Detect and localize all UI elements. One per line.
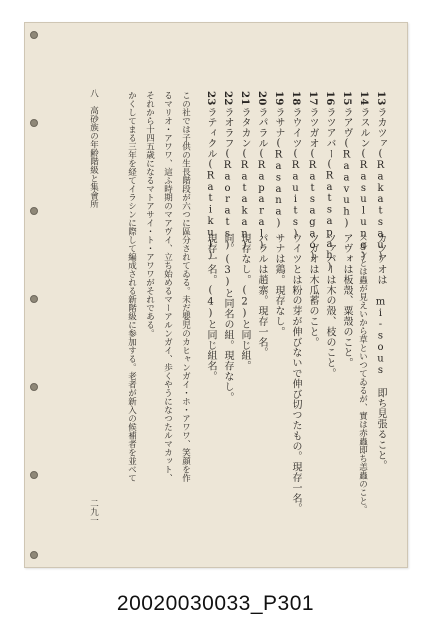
binding-hole <box>30 551 38 559</box>
entry-number: 22 <box>222 91 233 106</box>
entry-description: 現存一名。(4)と同じ組名。 <box>205 233 216 382</box>
archive-id-caption: 20020030033_P301 <box>116 592 315 615</box>
entry-name: ラティクル(Ratikul) <box>205 107 216 262</box>
entry-name: ラサナ(Rasana) <box>273 107 284 230</box>
body-line: かくしてまる三年を経てイラシンに際して編成される新階級に参加する。老者が新入の候補者を並べて <box>126 91 137 482</box>
document-page <box>24 22 408 568</box>
entry-number: 19 <box>273 91 284 106</box>
body-line: るマリオ・アワワ、這ふ時期のマアヴイ、立ち始めるマーアルンガイ、歩くやうになつたルマカット、 <box>162 91 173 482</box>
binding-hole <box>30 207 38 215</box>
entry-description: 現存なし。(2)と同じ組。 <box>239 233 250 372</box>
entry-name: ラウイツ(Rauits) <box>290 107 301 240</box>
binding-hole <box>30 31 38 39</box>
entry-number: 17 <box>307 91 318 106</box>
body-line: それから十四五歳になるマトアサイ・ト・アワワがそれである。 <box>144 91 155 338</box>
entry-number: 20 <box>256 91 267 106</box>
entry-number: 14 <box>358 91 369 106</box>
entry-name: ラツアバー(Ratsapah) <box>324 107 335 273</box>
binding-hole <box>30 383 38 391</box>
entry-number: 21 <box>239 91 250 106</box>
binding-hole <box>30 295 38 303</box>
entry-name: ラタカン(Ratakan) <box>239 107 250 252</box>
binding-hole <box>30 119 38 127</box>
entry-name: ラスルン(Rasulung) <box>358 107 369 263</box>
section-heading: 八 高砂族の年齢階級と集會所 <box>88 89 99 208</box>
entry-number: 15 <box>341 91 352 106</box>
entry-name: ラカツァ(Rakatsau) <box>375 107 386 263</box>
entry-name: ラパラル(Raparal) <box>256 107 267 252</box>
entry-description: スルンとは蟲が見えいから草といつてゐるが、實は赤蟲即ち恙蟲のこと。 <box>357 233 368 514</box>
entry-description: パラルは趙寨。現存一名。 <box>256 233 267 358</box>
body-line: この社では子供の生長階段が六つに區分されてゐる。未だ嬰児のカヒャンガイ・ホ・アワワ、笑顔を作 <box>180 91 191 482</box>
entry-description: 同。(3)と同名の組。現存なし。 <box>222 233 233 403</box>
entry-description: ツガオは木瓜蓄のこと。 <box>307 233 318 348</box>
entry-number: 18 <box>290 91 301 106</box>
entry-name: ラツガオ(Ratsagao) <box>307 107 318 263</box>
entry-description: カツアオは mi-sous 即ち見張ること。 <box>375 233 386 471</box>
entry-number: 16 <box>324 91 335 106</box>
entry-description: ウイツとは粉の芽が伸びないで伸び切つたもの。現存一名。 <box>290 233 301 514</box>
entry-description: サナは鶏。現存なし。 <box>273 233 284 337</box>
entry-description: ツァパーは木の殼、枝のこと。 <box>324 233 335 379</box>
page-number: 二九一 <box>88 499 99 525</box>
entry-number: 23 <box>205 91 216 106</box>
entry-name: ラオラフ(Raorats) <box>222 107 233 252</box>
entry-description: アヴォは板殼、粟殼のこと。 <box>341 233 352 369</box>
entry-name: ラアヴ(Raavuh) <box>341 107 352 230</box>
binding-hole <box>30 471 38 479</box>
entry-number: 13 <box>375 91 386 106</box>
